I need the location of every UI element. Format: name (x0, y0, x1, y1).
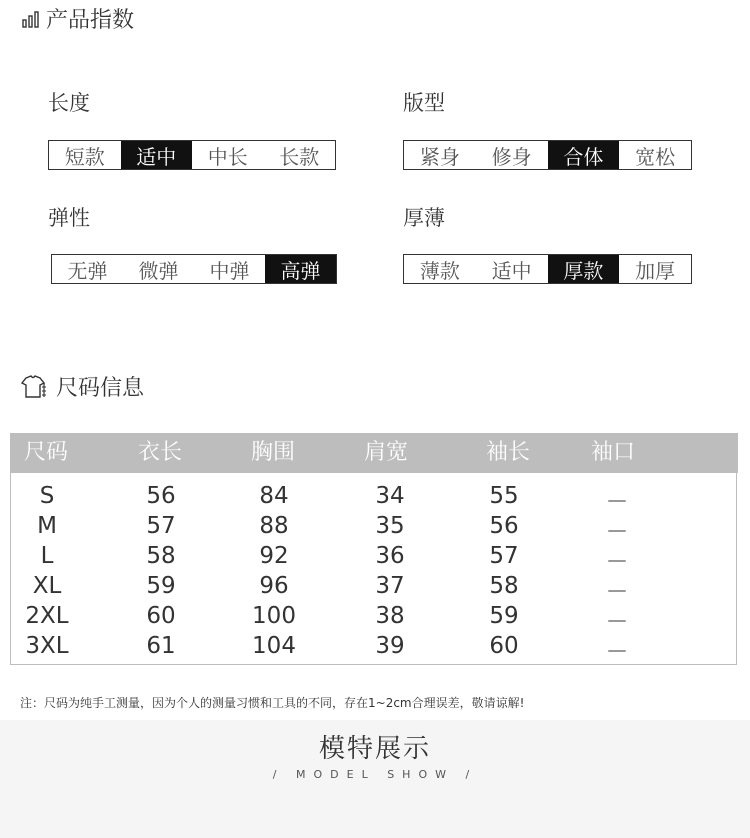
scale-option: 短款 (64, 144, 105, 169)
size-table-cell: － (605, 609, 629, 635)
scale-option: 中弹 (209, 258, 250, 283)
scale-option: 适中 (491, 258, 532, 283)
scale-option-selected: 高弹 (265, 255, 336, 283)
index-label-length: 长度 (48, 91, 90, 115)
size-table-header-cell: 袖长 (485, 440, 531, 465)
model-show-subtitle: / MODEL SHOW / (272, 768, 478, 781)
size-table-cell: － (605, 549, 629, 575)
scale-option: 无弹 (67, 258, 108, 283)
scale-option: 加厚 (635, 258, 676, 283)
size-table-cell: 56 (489, 513, 519, 539)
scale-option: 微弹 (138, 258, 179, 283)
size-table-cell: 61 (146, 633, 176, 659)
size-table-cell: 57 (146, 513, 176, 539)
scale-option-selected: 合体 (548, 141, 620, 169)
size-table-cell: 2XL (25, 603, 69, 629)
scale-option: 薄款 (419, 258, 460, 283)
scale-option: 长款 (279, 144, 320, 169)
size-table-cell: 96 (259, 573, 289, 599)
size-table-cell: S (39, 483, 55, 509)
size-table-cell: － (605, 519, 629, 545)
size-table-cell: 60 (489, 633, 519, 659)
size-table-cell: M (37, 513, 57, 539)
index-scale-length (48, 140, 336, 170)
size-table-body (10, 473, 737, 665)
size-table-cell: 38 (375, 603, 405, 629)
size-table-cell: 34 (375, 483, 405, 509)
size-table-cell: － (605, 489, 629, 515)
size-table-cell: XL (32, 573, 62, 599)
scale-option-selected: 适中 (121, 141, 193, 169)
size-table-cell: 55 (489, 483, 519, 509)
size-table-cell: 3XL (25, 633, 69, 659)
size-table-cell: 37 (375, 573, 405, 599)
scale-option: 修身 (491, 144, 532, 169)
size-table-cell: 59 (489, 603, 519, 629)
measurement-note: 注：尺码为纯手工测量，因为个人的测量习惯和工具的不同，存在1~2cm合理误差，敬请谅解! (20, 696, 525, 710)
size-table-cell: 35 (375, 513, 405, 539)
size-table-cell: － (605, 639, 629, 665)
scale-option: 紧身 (419, 144, 460, 169)
size-table-header-cell: 肩宽 (363, 440, 409, 465)
size-table-cell: 36 (375, 543, 405, 569)
index-label-thickness: 厚薄 (403, 206, 445, 230)
size-table-header (10, 433, 738, 473)
size-table-header-cell: 衣长 (137, 440, 183, 465)
section-title-size-info (20, 371, 144, 402)
size-table-cell: － (605, 579, 629, 605)
section-title-text: 尺码信息 (56, 376, 145, 401)
scale-option: 中长 (207, 144, 248, 169)
size-table-cell: 60 (146, 603, 176, 629)
section-title-product-index (22, 3, 134, 34)
shirt-icon (20, 375, 50, 399)
size-table-cell: 57 (489, 543, 519, 569)
index-scale-elasticity (51, 254, 337, 284)
scale-option-selected: 厚款 (548, 255, 620, 283)
size-table-header-cell: 胸围 (250, 440, 296, 465)
index-label-elasticity: 弹性 (48, 206, 90, 230)
size-table-header-cell: 袖口 (590, 440, 636, 465)
model-show-title: 模特展示 (318, 734, 431, 764)
size-table-cell: 58 (489, 573, 519, 599)
size-table-cell: 88 (259, 513, 289, 539)
index-scale-fit (403, 140, 692, 170)
section-title-text: 产品指数 (46, 8, 135, 33)
scale-option: 宽松 (635, 144, 676, 169)
size-table-cell: 92 (259, 543, 289, 569)
size-table-cell: 58 (146, 543, 176, 569)
size-table-cell: 39 (375, 633, 405, 659)
index-label-fit: 版型 (403, 91, 445, 115)
size-table-cell: 100 (252, 603, 296, 629)
index-scale-thickness (403, 254, 692, 284)
size-table-cell: 56 (146, 483, 176, 509)
size-table-cell: L (40, 543, 54, 569)
size-table-cell: 104 (252, 633, 296, 659)
size-table-header-cell: 尺码 (23, 440, 69, 465)
size-table-cell: 84 (259, 483, 289, 509)
size-table-cell: 59 (146, 573, 176, 599)
bar-chart-icon (22, 10, 40, 28)
